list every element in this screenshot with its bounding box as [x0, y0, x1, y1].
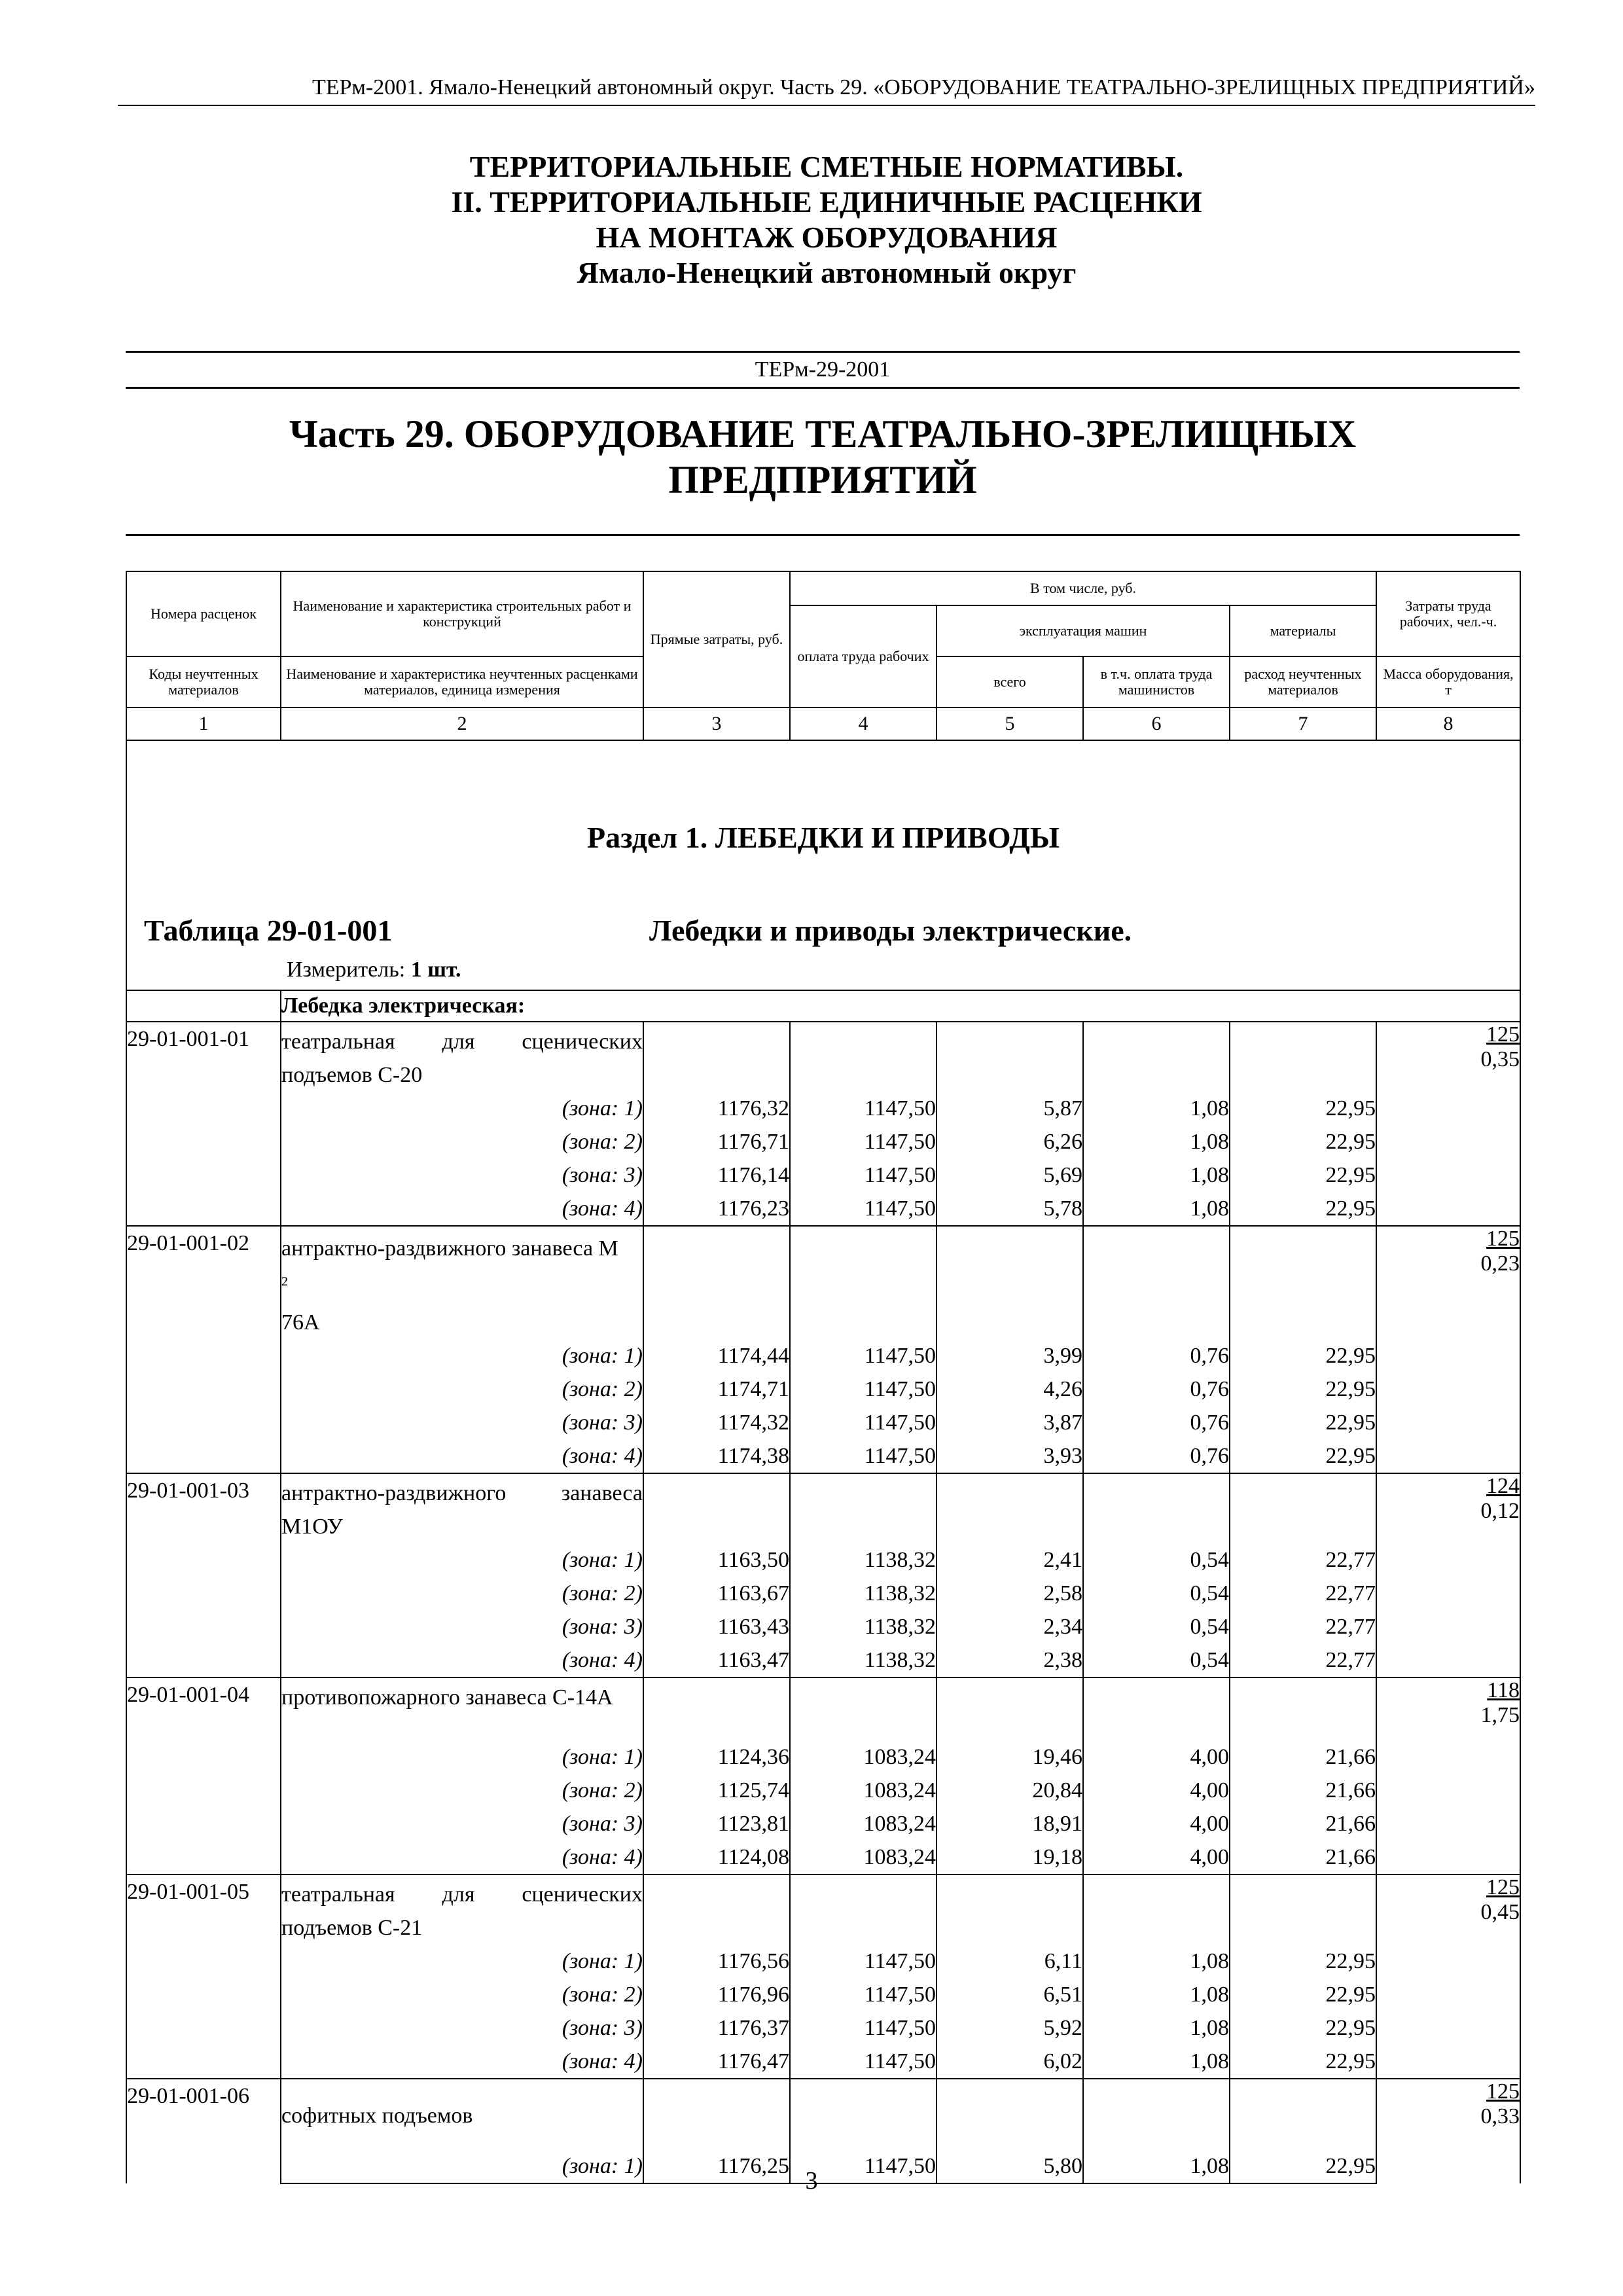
table-description: Лебедки и приводы электрические.: [649, 914, 1132, 947]
rate-code: 29-01-001-05: [126, 1874, 281, 2079]
rate-code: 29-01-001-06: [126, 2079, 281, 2183]
zone-row: (зона: 2) 1125,74 1083,24 20,84 4,00 21,66: [126, 1774, 1520, 1807]
page-number: 3: [805, 2167, 818, 2195]
rate-name: противопожарного занавеса С-14А: [281, 1677, 643, 1740]
rate-name: софитных подъемов: [281, 2079, 643, 2149]
header-wages: оплата труда рабочих: [790, 605, 936, 708]
part-title-line: Часть 29. ОБОРУДОВАНИЕ ТЕАТРАЛЬНО-ЗРЕЛИЩНЫХ: [289, 412, 1357, 456]
column-number: 7: [1230, 708, 1376, 740]
rate-item: [126, 1874, 1520, 2079]
header-including: В том числе, руб.: [790, 571, 1376, 605]
labor-value: 118: [1487, 1678, 1520, 1703]
header-direct-costs: Прямые затраты, руб.: [643, 571, 790, 708]
zone-row: (зона: 4) 1163,47 1138,32 2,38 0,54 22,77: [126, 1643, 1520, 1677]
rate-item: [126, 1677, 1520, 1874]
zone-row: (зона: 3) 1176,37 1147,50 5,92 1,08 22,95: [126, 2011, 1520, 2045]
mass-value: 0,12: [1480, 1499, 1520, 1524]
header-labor-costs: Затраты труда рабочих, чел.-ч.: [1376, 571, 1520, 656]
title-line: II. ТЕРРИТОРИАЛЬНЫЕ ЕДИНИЧНЫЕ РАСЦЕНКИ: [451, 185, 1202, 219]
column-number: 4: [790, 708, 936, 740]
title-line: НА МОНТАЖ ОБОРУДОВАНИЯ: [596, 221, 1058, 254]
section-cell: [126, 740, 1520, 990]
rate-code: 29-01-001-03: [126, 1473, 281, 1677]
labor-value: 125: [1486, 1022, 1520, 1047]
part-title-line: ПРЕДПРИЯТИЙ: [668, 458, 977, 501]
column-number: 8: [1376, 708, 1520, 740]
column-number: 2: [281, 708, 643, 740]
labor-value: 125: [1486, 2079, 1520, 2104]
rate-item: [126, 1022, 1520, 1226]
zone-row: (зона: 4) 1124,08 1083,24 19,18 4,00 21,66: [126, 1840, 1520, 1874]
labor-mass: [1376, 1226, 1520, 1473]
rate-item: [126, 1473, 1520, 1677]
rate-name: театральная для сценических подъемов С-20: [281, 1022, 643, 1092]
zone-row: (зона: 1) 1163,50 1138,32 2,41 0,54 22,77: [126, 1543, 1520, 1577]
header-equipment-mass: Масса оборудования, т: [1376, 656, 1520, 708]
zone-row: (зона: 1) 1176,32 1147,50 5,87 1,08 22,95: [126, 1092, 1520, 1125]
zone-row: (зона: 2) 1163,67 1138,32 2,58 0,54 22,77: [126, 1577, 1520, 1610]
header-rate-number: Номера расценок: [126, 571, 281, 656]
rate-item: [126, 1226, 1520, 1473]
part-title: [126, 411, 1520, 503]
rate-code: 29-01-001-02: [126, 1226, 281, 1473]
rate-code: 29-01-001-01: [126, 1022, 281, 1226]
category-label: Лебедка электрическая:: [281, 990, 1520, 1022]
labor-value: 124: [1486, 1474, 1520, 1499]
title-line: Ямало-Ненецкий автономный округ: [577, 256, 1077, 289]
zone-row: (зона: 4) 1174,38 1147,50 3,93 0,76 22,95: [126, 1439, 1520, 1473]
header-material-usage: расход неучтенных материалов: [1230, 656, 1376, 708]
table-header: [126, 571, 1520, 740]
column-number: 3: [643, 708, 790, 740]
header-material-codes: Коды неучтенных материалов: [126, 656, 281, 708]
header-machinist-wages: в т.ч. оплата труда машинистов: [1083, 656, 1230, 708]
mass-value: 1,75: [1480, 1703, 1520, 1728]
header-work-name: Наименование и характеристика строительных работ и конструкций: [281, 571, 643, 656]
column-number: 6: [1083, 708, 1230, 740]
measure-value: 1 шт.: [410, 958, 461, 982]
header-machines-total: всего: [936, 656, 1083, 708]
section-intro: [126, 740, 1520, 1022]
zone-row: (зона: 2) 1176,96 1147,50 6,51 1,08 22,95: [126, 1978, 1520, 2011]
labor-mass: [1376, 1677, 1520, 1874]
measure-unit: [287, 956, 461, 984]
standard-code: ТЕРм-29-2001: [126, 351, 1520, 389]
zone-row: (зона: 3) 1174,32 1147,50 3,87 0,76 22,95: [126, 1406, 1520, 1439]
zone-row: (зона: 4) 1176,23 1147,50 5,78 1,08 22,95: [126, 1192, 1520, 1226]
rate-name: антрактно-раздвижного занавеса М $^2$ 76А: [281, 1226, 643, 1339]
labor-mass: [1376, 1874, 1520, 2079]
zone-row: (зона: 2) 1176,71 1147,50 6,26 1,08 22,95: [126, 1125, 1520, 1158]
mass-value: 0,23: [1480, 1251, 1520, 1276]
title-line: ТЕРРИТОРИАЛЬНЫЕ СМЕТНЫЕ НОРМАТИВЫ.: [469, 150, 1184, 183]
rate-code: 29-01-001-04: [126, 1677, 281, 1874]
header-material-names: Наименование и характеристика неучтенных расценками материалов, единица измерения: [281, 656, 643, 708]
zone-row: (зона: 3) 1163,43 1138,32 2,34 0,54 22,77: [126, 1610, 1520, 1643]
mass-value: 0,35: [1480, 1047, 1520, 1071]
mass-value: 0,33: [1480, 2104, 1520, 2129]
column-number: 1: [126, 708, 281, 740]
header-materials: материалы: [1230, 605, 1376, 656]
zone-row: (зона: 2) 1174,71 1147,50 4,26 0,76 22,95: [126, 1372, 1520, 1406]
labor-mass: [1376, 1473, 1520, 1677]
rate-name: антрактно-раздвижного занавеса М1ОУ: [281, 1473, 643, 1543]
zone-row: (зона: 1) 1124,36 1083,24 19,46 4,00 21,66: [126, 1740, 1520, 1774]
rate-name: театральная для сценических подъемов С-21: [281, 1874, 643, 1945]
labor-value: 125: [1486, 1875, 1520, 1900]
zone-row: (зона: 1) 1174,44 1147,50 3,99 0,76 22,95: [126, 1339, 1520, 1372]
column-number: 5: [936, 708, 1083, 740]
mass-value: 0,45: [1480, 1900, 1520, 1925]
measure-label: Измеритель:: [287, 958, 406, 982]
labor-mass: [1376, 1022, 1520, 1226]
zone-row: (зона: 3) 1123,81 1083,24 18,91 4,00 21,66: [126, 1807, 1520, 1840]
zone-row: (зона: 1) 1176,56 1147,50 6,11 1,08 22,95: [126, 1945, 1520, 1978]
table-title: Таблица 29-01-001: [144, 914, 393, 947]
divider: [126, 534, 1520, 536]
labor-value: 125: [1486, 1227, 1520, 1251]
rates-table: [126, 571, 1521, 2184]
zone-row: (зона: 4) 1176,47 1147,50 6,02 1,08 22,95: [126, 2045, 1520, 2079]
section-title: Раздел 1. ЛЕБЕДКИ И ПРИВОДЫ: [587, 821, 1060, 854]
running-header: ТЕРм-2001. Ямало-Ненецкий автономный округ. Часть 29. «ОБОРУДОВАНИЕ ТЕАТРАЛЬНО-ЗРЕЛИЩНЫХ ПРЕДПРИЯТИЙ»: [118, 73, 1535, 106]
zone-row: (зона: 3) 1176,14 1147,50 5,69 1,08 22,95: [126, 1158, 1520, 1192]
header-machines: эксплуатация машин: [936, 605, 1230, 656]
zone-row: (зона: 1) 1176,25 1147,50 5,80 1,08 22,95: [126, 2149, 1520, 2183]
document-title: [118, 149, 1535, 291]
